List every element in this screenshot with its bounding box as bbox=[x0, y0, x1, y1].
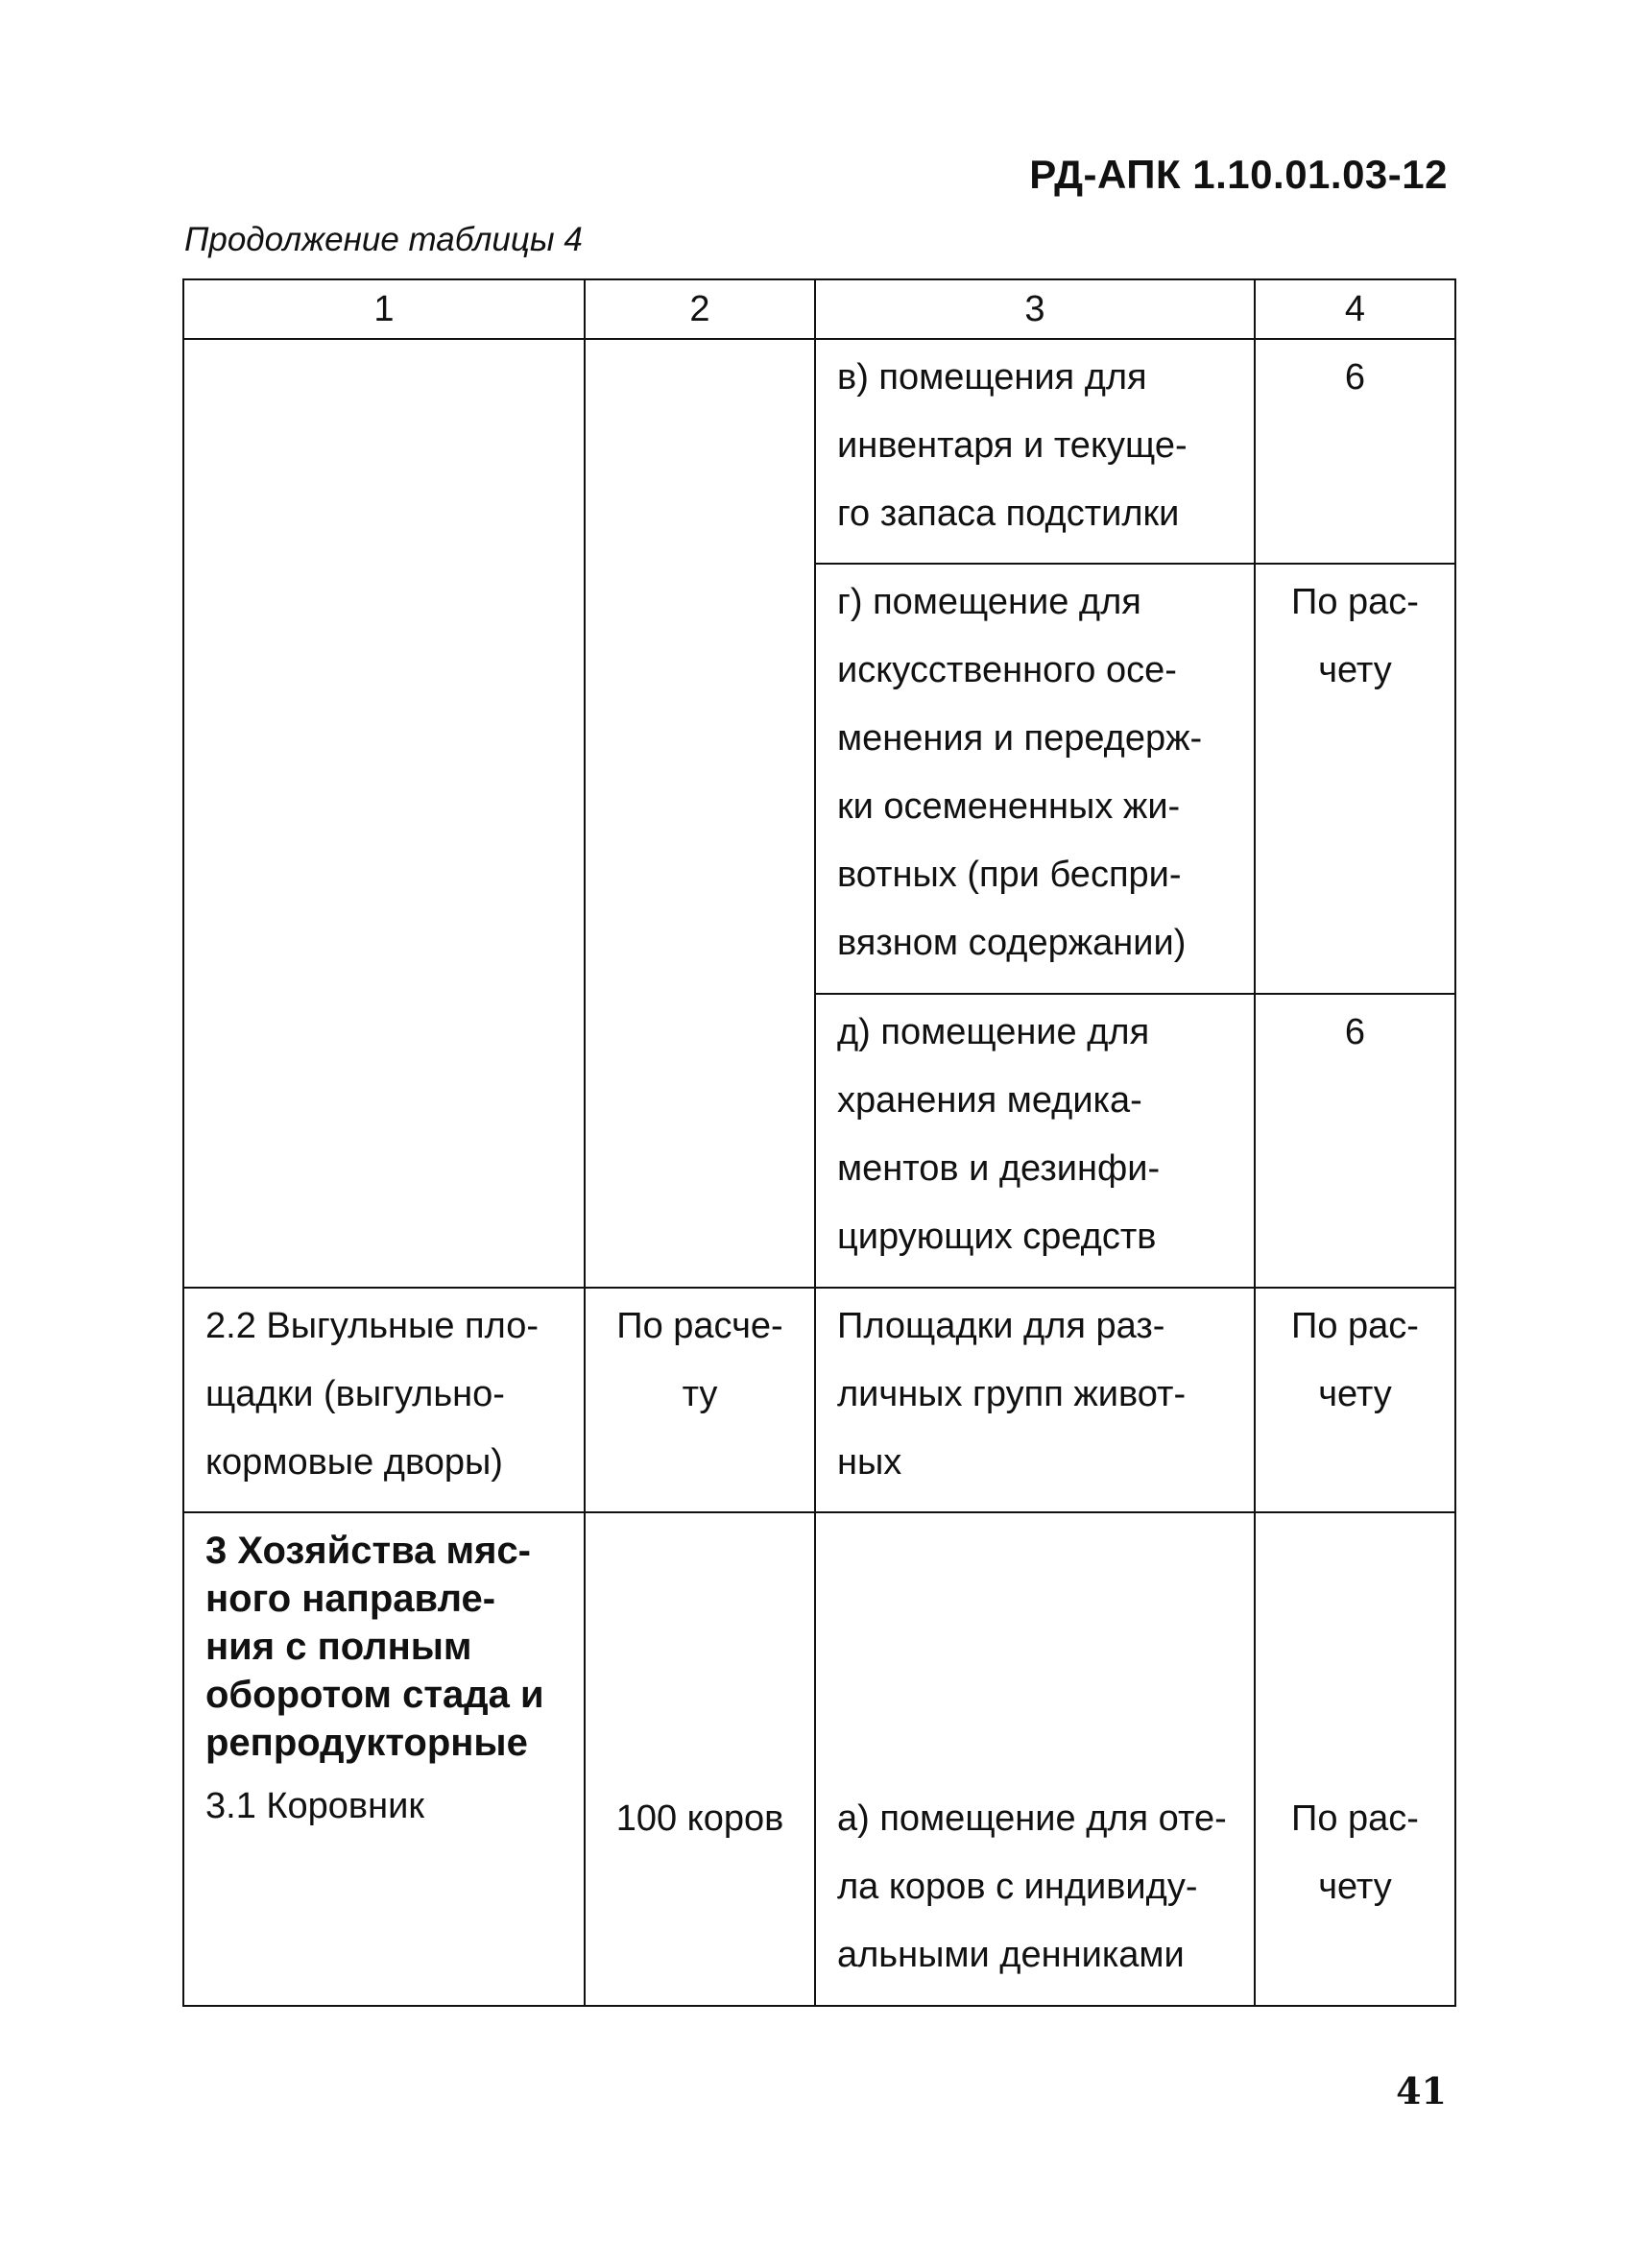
table-cell bbox=[1255, 564, 1455, 994]
table-cell bbox=[815, 1288, 1255, 1512]
facility-name: 3.1 Коровник bbox=[205, 1786, 424, 1826]
capacity-value: 100 коров bbox=[615, 1798, 784, 1839]
column-header: 1 bbox=[183, 279, 585, 339]
column-header: 4 bbox=[1255, 279, 1455, 339]
table-cell bbox=[1255, 994, 1455, 1288]
premise-description: а) помещение для оте- ла коров с индивиду- альными денниками bbox=[837, 1798, 1227, 1975]
table-row bbox=[183, 1288, 1455, 1512]
table-cell bbox=[815, 1512, 1255, 2006]
column-header: 3 bbox=[815, 279, 1255, 339]
column-header: 2 bbox=[585, 279, 815, 339]
table-cell-empty bbox=[585, 339, 815, 1288]
premise-description: в) помещения для инвентаря и текуще- го запаса подстилки bbox=[837, 357, 1188, 534]
table-cell-empty bbox=[183, 339, 585, 1288]
section-heading: 3 Хозяйства мяс- ного направле- ния с полным оборотом стада и репродукторные bbox=[205, 1530, 544, 1764]
norms-table bbox=[182, 278, 1456, 2007]
norm-value: 6 bbox=[1344, 1012, 1366, 1052]
premise-description: д) помещение для хранения медика- ментов и дезинфи- цирующих средств bbox=[837, 1012, 1161, 1257]
capacity-value: По расче- ту bbox=[616, 1306, 783, 1414]
page-number: 41 bbox=[1396, 2069, 1447, 2112]
table-row bbox=[183, 1512, 1455, 2006]
premise-description: г) помещение для искусственного осе- менения и передерж- ки осемененных жи- вотных (при беспри- вязном содержании) bbox=[837, 582, 1203, 963]
table-cell bbox=[1255, 339, 1455, 564]
table-cell bbox=[1255, 1512, 1455, 2006]
table-header-row bbox=[183, 279, 1455, 339]
premise-description: Площадки для раз- личных групп живот- ных bbox=[837, 1306, 1187, 1483]
facility-name: 2.2 Выгульные пло- щадки (выгульно- кормовые дворы) bbox=[205, 1306, 539, 1483]
table-cell bbox=[1255, 1288, 1455, 1512]
norm-value: По рас- чету bbox=[1291, 582, 1419, 690]
norm-value: 6 bbox=[1344, 357, 1366, 398]
table-continuation-caption: Продолжение таблицы 4 bbox=[184, 221, 583, 258]
table-cell bbox=[183, 1288, 585, 1512]
document-code: РД-АПК 1.10.01.03-12 bbox=[1029, 152, 1448, 197]
norm-value: По рас- чету bbox=[1291, 1306, 1419, 1414]
table-cell bbox=[815, 564, 1255, 994]
table-cell bbox=[585, 1512, 815, 2006]
table-cell bbox=[585, 1288, 815, 1512]
table-cell bbox=[183, 1512, 585, 2006]
table-row bbox=[183, 339, 1455, 564]
table-cell bbox=[815, 339, 1255, 564]
table-cell bbox=[815, 994, 1255, 1288]
norm-value: По рас- чету bbox=[1291, 1798, 1419, 1907]
